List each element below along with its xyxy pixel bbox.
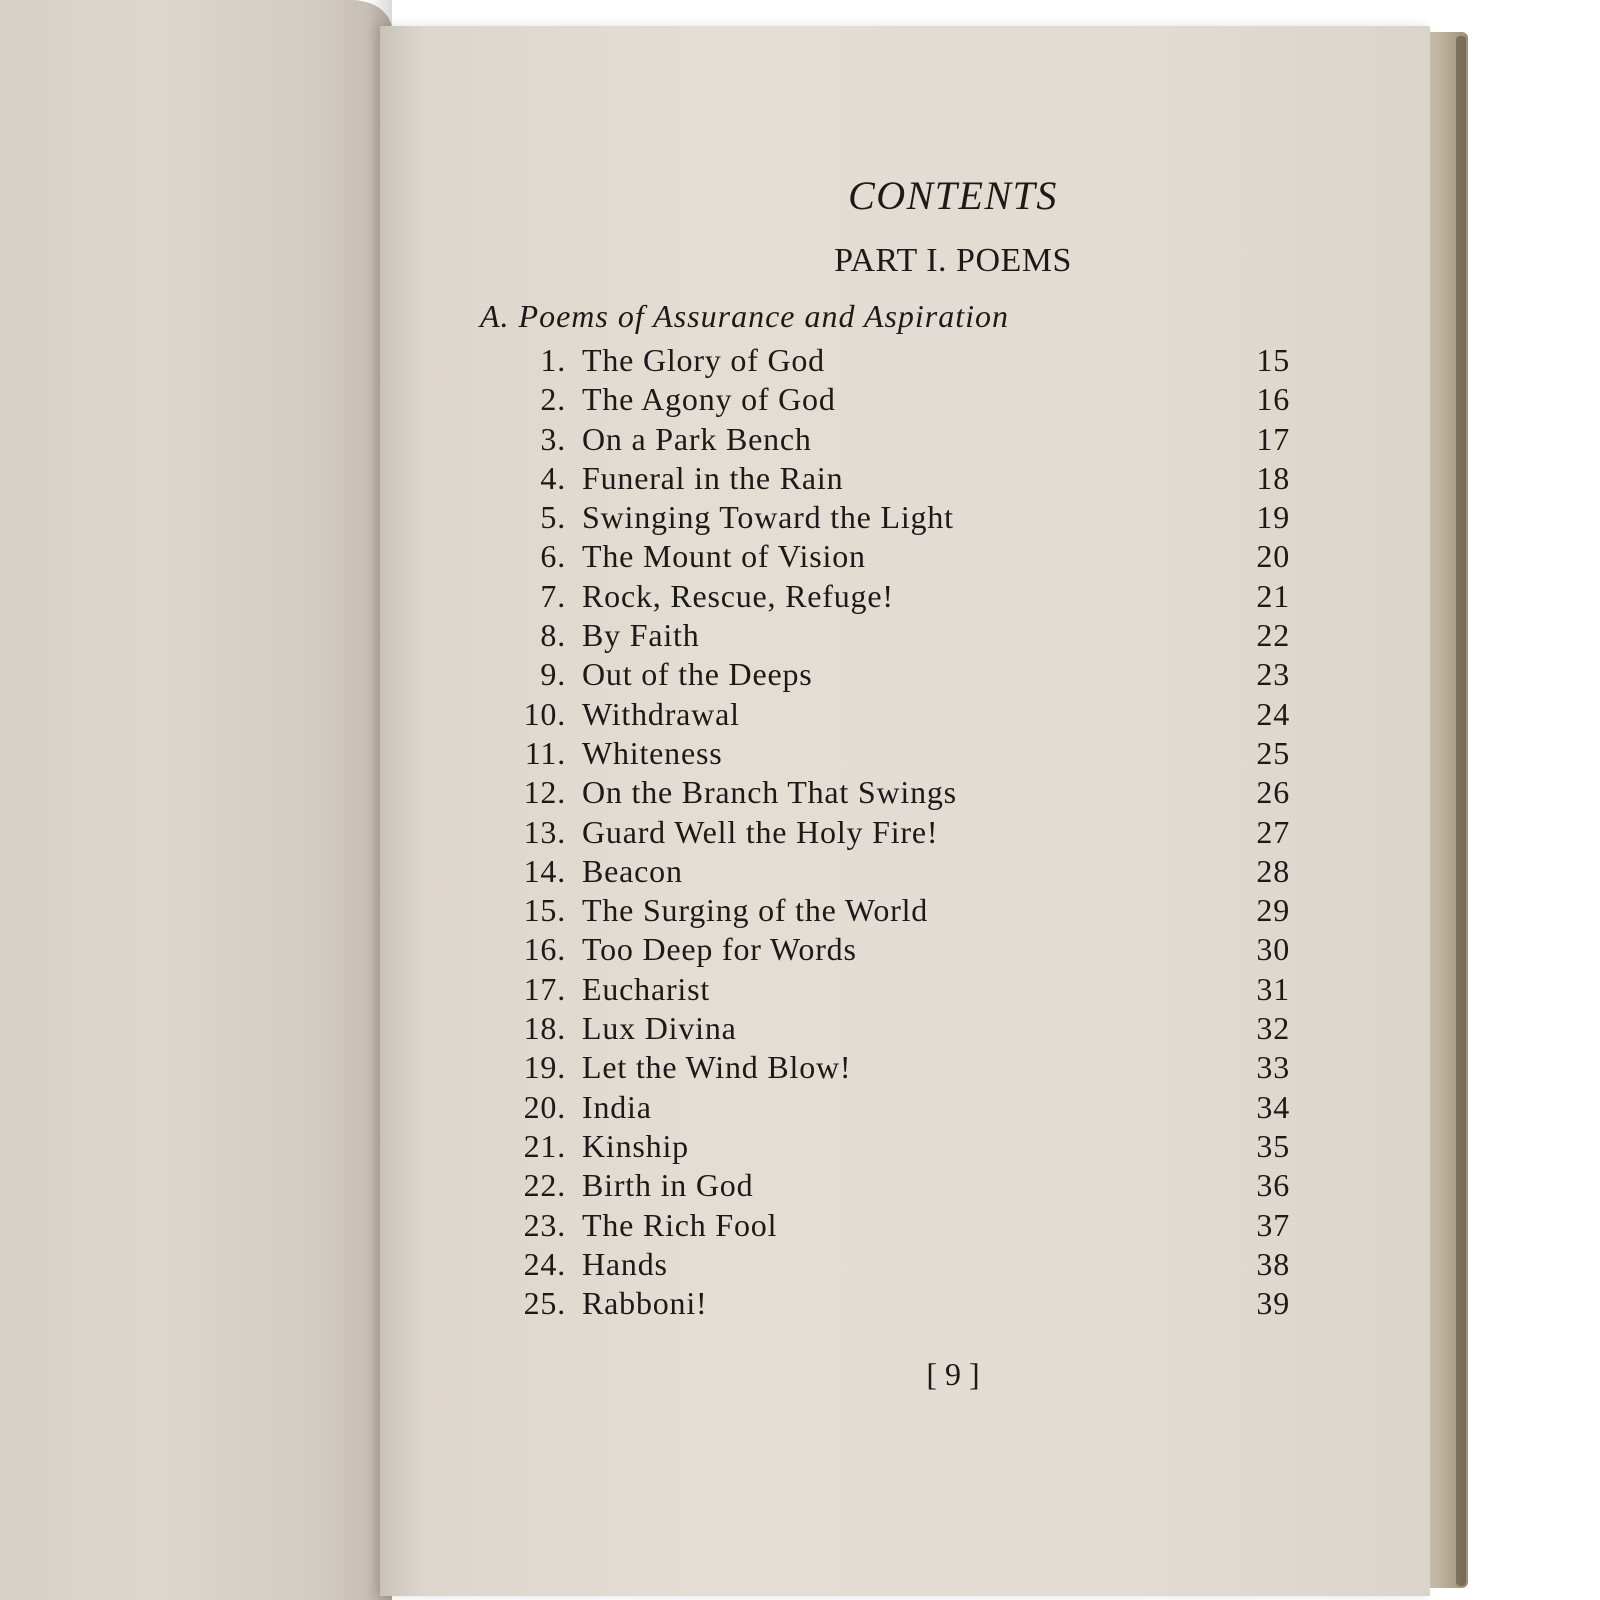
toc-entry-number: 10. — [523, 695, 566, 732]
toc-entry-page: 35 — [1256, 1127, 1290, 1164]
toc-list — [500, 342, 1290, 1324]
toc-entry-number: 16. — [523, 931, 566, 968]
contents-title: CONTENTS — [848, 173, 1058, 218]
toc-entry — [500, 971, 1290, 1010]
toc-entry-title: Let the Wind Blow! — [582, 1049, 852, 1086]
toc-entry-page: 36 — [1256, 1167, 1290, 1204]
toc-entry — [500, 814, 1290, 853]
toc-entry — [500, 1167, 1290, 1206]
toc-entry-page: 26 — [1256, 774, 1290, 811]
toc-entry-number: 4. — [540, 459, 566, 496]
section-heading: A. Poems of Assurance and Aspiration — [480, 298, 1010, 334]
toc-entry-number: 22. — [523, 1167, 566, 1204]
part-heading: PART I. POEMS — [834, 242, 1072, 279]
toc-entry-number: 15. — [523, 892, 566, 929]
toc-entry — [500, 1049, 1290, 1088]
toc-entry-page: 20 — [1256, 538, 1290, 575]
toc-entry — [500, 892, 1290, 931]
toc-entry — [500, 538, 1290, 577]
toc-entry-title: The Surging of the World — [582, 892, 929, 929]
toc-entry-number: 3. — [540, 420, 566, 457]
toc-entry-number: 2. — [540, 381, 566, 418]
toc-entry-number: 20. — [523, 1088, 566, 1125]
toc-entry-title: The Glory of God — [582, 342, 825, 378]
toc-entry-title: Birth in God — [582, 1167, 754, 1204]
toc-entry — [500, 696, 1290, 735]
toc-entry-page: 23 — [1256, 656, 1290, 693]
toc-entry-title: Kinship — [582, 1127, 689, 1164]
toc-entry-page: 15 — [1256, 342, 1290, 378]
toc-entry-title: The Agony of God — [582, 381, 836, 418]
toc-entry-number: 24. — [523, 1245, 566, 1282]
toc-entry-title: Hands — [582, 1245, 668, 1282]
toc-entry-number: 18. — [523, 1010, 566, 1047]
toc-entry — [500, 578, 1290, 617]
toc-entry-title: On the Branch That Swings — [582, 774, 957, 811]
toc-entry-page: 29 — [1256, 892, 1290, 929]
toc-entry — [500, 460, 1290, 499]
toc-entry — [500, 931, 1290, 970]
toc-entry-number: 12. — [523, 774, 566, 811]
toc-entry-title: By Faith — [582, 617, 700, 654]
toc-entry-page: 16 — [1256, 381, 1290, 418]
toc-entry-page: 25 — [1256, 734, 1290, 771]
toc-entry-number: 21. — [523, 1127, 566, 1164]
toc-entry-number: 6. — [540, 538, 566, 575]
toc-entry-page: 32 — [1256, 1010, 1290, 1047]
toc-entry-number: 9. — [540, 656, 566, 693]
toc-entry-title: Out of the Deeps — [582, 656, 813, 693]
toc-entry-number: 1. — [540, 342, 566, 378]
toc-entry-number: 14. — [523, 852, 566, 889]
toc-entry-page: 33 — [1256, 1049, 1290, 1086]
contents-page-text — [380, 26, 1430, 1596]
toc-entry-page: 38 — [1256, 1245, 1290, 1282]
toc-entry-number: 25. — [523, 1285, 566, 1322]
toc-entry-title: Rabboni! — [582, 1285, 708, 1322]
toc-entry-page: 37 — [1256, 1206, 1290, 1243]
toc-entry-title: Whiteness — [582, 734, 723, 771]
toc-entry — [500, 1089, 1290, 1128]
toc-entry — [500, 1010, 1290, 1049]
toc-entry — [500, 421, 1290, 460]
toc-entry — [500, 342, 1290, 381]
toc-entry-number: 17. — [523, 970, 566, 1007]
toc-entry-page: 24 — [1256, 695, 1290, 732]
toc-entry — [500, 617, 1290, 656]
toc-entry — [500, 1128, 1290, 1167]
toc-entry-page: 31 — [1256, 970, 1290, 1007]
toc-entry-title: Beacon — [582, 852, 683, 889]
toc-entry-title: Swinging Toward the Light — [582, 499, 954, 536]
toc-entry-page: 22 — [1256, 617, 1290, 654]
toc-entry-number: 7. — [540, 577, 566, 614]
toc-entry-title: The Rich Fool — [582, 1206, 778, 1243]
toc-entry-page: 30 — [1256, 931, 1290, 968]
toc-entry-title: Eucharist — [582, 970, 711, 1007]
toc-entry — [500, 735, 1290, 774]
toc-entry-page: 39 — [1256, 1285, 1290, 1322]
toc-entry-page: 27 — [1256, 813, 1290, 850]
toc-entry — [500, 1285, 1290, 1324]
toc-entry-number: 19. — [523, 1049, 566, 1086]
toc-entry-number: 8. — [540, 617, 566, 654]
toc-entry-page: 34 — [1256, 1088, 1290, 1125]
toc-entry-page: 28 — [1256, 852, 1290, 889]
page-number: [ 9 ] — [926, 1356, 980, 1392]
toc-entry-title: Guard Well the Holy Fire! — [582, 813, 939, 850]
toc-entry-page: 18 — [1256, 459, 1290, 496]
toc-entry — [500, 656, 1290, 695]
toc-entry — [500, 1207, 1290, 1246]
toc-entry-title: Too Deep for Words — [582, 931, 857, 968]
toc-entry — [500, 853, 1290, 892]
contents-page — [380, 26, 1430, 1596]
toc-entry — [500, 499, 1290, 538]
toc-entry-title: Funeral in the Rain — [582, 459, 844, 496]
toc-entry-title: On a Park Bench — [582, 420, 812, 457]
toc-entry-title: Withdrawal — [582, 695, 740, 732]
toc-entry-title: The Mount of Vision — [582, 538, 866, 575]
toc-entry-number: 11. — [524, 734, 566, 771]
book-edge-shadow — [1456, 36, 1466, 1586]
toc-entry — [500, 381, 1290, 420]
toc-entry — [500, 774, 1290, 813]
toc-entry-title: India — [582, 1088, 652, 1125]
toc-entry-number: 13. — [523, 813, 566, 850]
toc-entry-page: 19 — [1256, 499, 1290, 536]
toc-entry-number: 23. — [523, 1206, 566, 1243]
toc-entry-title: Lux Divina — [582, 1010, 737, 1047]
toc-entry-number: 5. — [540, 499, 566, 536]
toc-entry-page: 21 — [1256, 577, 1290, 614]
toc-entry-page: 17 — [1256, 420, 1290, 457]
left-page — [0, 0, 392, 1600]
toc-entry — [500, 1246, 1290, 1285]
toc-entry-title: Rock, Rescue, Refuge! — [582, 577, 894, 614]
